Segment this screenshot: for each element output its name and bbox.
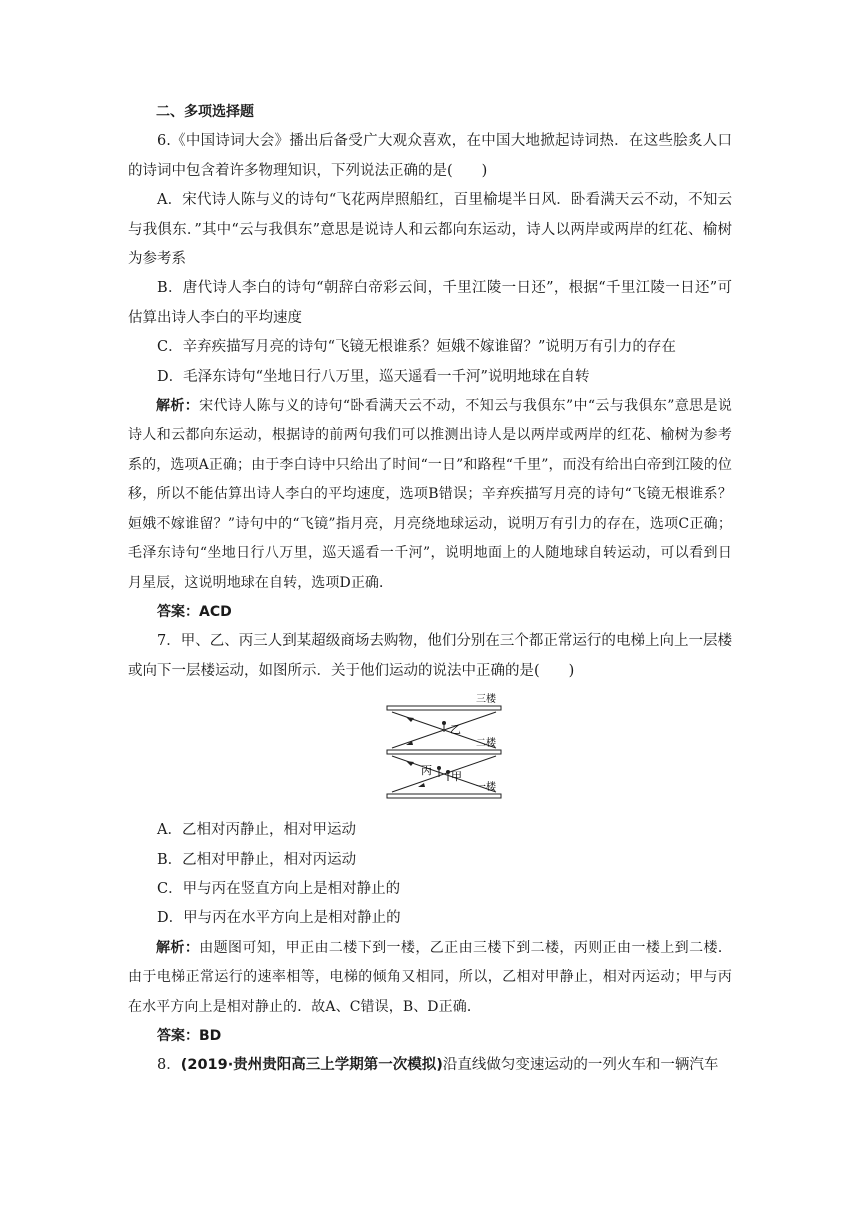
q7-answer-value: BD bbox=[199, 1027, 222, 1044]
label-floor2: 二楼 bbox=[476, 738, 496, 750]
q7-option-b: B．乙相对甲静止，相对丙运动 bbox=[157, 851, 357, 868]
floor-1-slab bbox=[387, 794, 501, 798]
document-page bbox=[128, 98, 732, 1081]
label-bing: 丙 bbox=[421, 764, 432, 778]
q8-stem bbox=[128, 1051, 732, 1080]
q6-answer-value: ACD bbox=[199, 603, 232, 620]
q6-answer-label: 答案： bbox=[157, 603, 199, 620]
q6-option-a: A．宋代诗人陈与义的诗句“飞花两岸照船红，百里榆堤半日风．卧看满天云不动，不知云与我俱东．”其中“云与我俱东”意思是说诗人和云都向东运动，诗人以两岸或两岸的红花、榆树为参考系 bbox=[128, 192, 732, 268]
floor-2-slab bbox=[387, 750, 501, 754]
q6-stem: 6.《中国诗词大会》播出后备受广大观众喜欢，在中国大地掀起诗词热．在这些脍炙人口的诗词中包含着许多物理知识，下列说法正确的是( ) bbox=[128, 133, 732, 179]
label-floor3: 三楼 bbox=[476, 694, 496, 706]
arrow-upper-down bbox=[406, 717, 414, 722]
q8-source: (2019·贵州贵阳高三上学期第一次模拟) bbox=[180, 1057, 443, 1074]
q8-stem-text: 沿直线做匀变速运动的一列火车和一辆汽车 bbox=[442, 1057, 719, 1074]
q7-answer bbox=[128, 1022, 732, 1051]
q7-stem: 7．甲、乙、丙三人到某超级商场去购物，他们分别在三个都正常运行的电梯上向上一层楼或向下一层楼运动，如图所示．关于他们运动的说法中正确的是( ) bbox=[128, 633, 732, 679]
q6-option-b: B．唐代诗人李白的诗句“朝辞白帝彩云间，千里江陵一日还”，根据“千里江陵一日还”可估算出诗人李白的平均速度 bbox=[128, 280, 732, 326]
label-yi: 乙 bbox=[450, 723, 461, 737]
q6-analysis-text: 宋代诗人陈与义的诗句“卧看满天云不动，不知云与我俱东”中“云与我俱东”意思是说诗人和云都向东运动，根据诗的前两句我们可以推测出诗人是以两岸或两岸的红花、榆树为参考系的，选项A正确；由于李白诗中只给出了时间“一日”和路程“千里”，而没有给出白帝到江陵的位移，所以不能估算出诗人李白的平均速度，选项B错误；辛弃疾描写月亮的诗句“飞镜无根谁系？姮娥不嫁谁留？”诗句中的“飞镜”指月亮，月亮绕地球运动，说明万有引力的存在，选项C正确；毛泽东诗句“坐地日行八万里，巡天遥看一千河”，说明地面上的人随地球自转运动，可以看到日月星辰，这说明地球在自转，选项D正确． bbox=[128, 398, 732, 591]
q7-analysis-label: 解析： bbox=[156, 939, 200, 956]
q7-option-c: C．甲与丙在竖直方向上是相对静止的 bbox=[157, 880, 401, 897]
label-floor1: 一楼 bbox=[476, 782, 496, 794]
q7-analysis bbox=[128, 934, 732, 1022]
label-jia: 甲 bbox=[451, 770, 462, 784]
arrow-lower-up bbox=[418, 783, 425, 787]
q6-analysis-label: 解析： bbox=[156, 398, 200, 415]
q6-option-d: D．毛泽东诗句“坐地日行八万里，巡天遥看一千河”说明地球在自转 bbox=[157, 368, 590, 385]
section-title: 二、多项选择题 bbox=[156, 104, 254, 120]
arrow-lower-down bbox=[406, 761, 414, 766]
escalator-figure bbox=[128, 690, 732, 810]
q8-number: 8． bbox=[157, 1057, 181, 1074]
q6-analysis bbox=[128, 392, 732, 598]
q7-option-a: A．乙相对丙静止，相对甲运动 bbox=[157, 822, 356, 839]
escalator-diagram bbox=[384, 690, 504, 808]
floor-3-slab bbox=[387, 706, 501, 710]
q7-answer-label: 答案： bbox=[157, 1027, 199, 1044]
q6-answer bbox=[128, 598, 732, 627]
q6-option-c: C．辛弃疾描写月亮的诗句“飞镜无根谁系？姮娥不嫁谁留？”说明万有引力的存在 bbox=[157, 339, 676, 356]
q7-option-d: D．甲与丙在水平方向上是相对静止的 bbox=[157, 910, 401, 927]
q7-analysis-text: 由题图可知，甲正由二楼下到一楼，乙正由三楼下到二楼，丙则正由一楼上到二楼．由于电梯正常运行的速率相等，电梯的倾角又相同，所以，乙相对甲静止，相对丙运动；甲与丙在水平方向上是相对静止的．故A、C错误，B、D正确． bbox=[128, 939, 732, 1015]
